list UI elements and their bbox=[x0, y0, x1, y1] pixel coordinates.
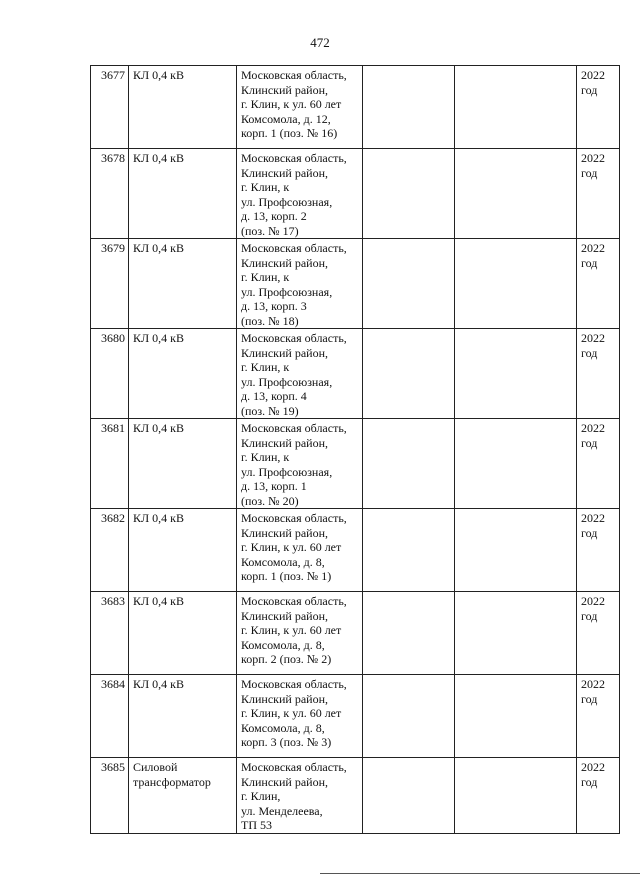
address-cell bbox=[237, 758, 363, 834]
address-line: Клинский район, bbox=[241, 774, 329, 789]
empty-cell bbox=[455, 675, 577, 758]
address-line: (поз. № 18) bbox=[241, 313, 299, 328]
empty-cell bbox=[363, 592, 455, 675]
object-name-line: КЛ 0,4 кВ bbox=[133, 241, 184, 255]
address-line: г. Клин, к bbox=[241, 270, 290, 284]
address-line: Московская область, bbox=[241, 68, 347, 82]
address-line: д. 13, корп. 4 bbox=[241, 389, 307, 403]
year-value: 2022 bbox=[581, 511, 605, 525]
address-line: г. Клин, к bbox=[241, 360, 290, 374]
address-line: Московская область, bbox=[241, 421, 347, 435]
address-line: д. 13, корп. 3 bbox=[241, 299, 307, 313]
address-line: ул. Профсоюзная, bbox=[241, 284, 333, 299]
page-bottom-rule bbox=[320, 873, 640, 874]
address-cell bbox=[237, 66, 363, 149]
row-number: 3685 bbox=[91, 758, 129, 834]
year-value: 2022 bbox=[581, 241, 605, 255]
address-line: Клинский район, bbox=[241, 691, 329, 706]
address-line: Клинский район, bbox=[241, 255, 329, 270]
address-line: Клинский район, bbox=[241, 525, 329, 540]
year-suffix: год bbox=[581, 255, 598, 270]
object-name-line: трансформатор bbox=[133, 774, 211, 789]
registry-table bbox=[90, 65, 620, 834]
object-name-cell bbox=[129, 419, 237, 509]
address-line: г. Клин, к ул. 60 лет bbox=[241, 706, 342, 720]
address-line: Клинский район, bbox=[241, 435, 329, 450]
empty-cell bbox=[455, 419, 577, 509]
address-line: Комсомола, д. 12, bbox=[241, 111, 331, 126]
year-suffix: год bbox=[581, 165, 598, 180]
row-number: 3680 bbox=[91, 329, 129, 419]
address-line: г. Клин, bbox=[241, 789, 281, 803]
year-cell bbox=[577, 329, 620, 419]
year-value: 2022 bbox=[581, 151, 605, 165]
address-line: ул. Профсоюзная, bbox=[241, 464, 333, 479]
address-line: (поз. № 20) bbox=[241, 493, 299, 508]
object-name-cell bbox=[129, 329, 237, 419]
year-suffix: год bbox=[581, 691, 598, 706]
year-suffix: год bbox=[581, 82, 598, 97]
object-name-cell bbox=[129, 66, 237, 149]
address-line: Московская область, bbox=[241, 241, 347, 255]
object-name-line: КЛ 0,4 кВ bbox=[133, 331, 184, 345]
address-line: корп. 1 (поз. № 16) bbox=[241, 126, 338, 140]
table-row bbox=[91, 509, 620, 592]
address-cell bbox=[237, 329, 363, 419]
address-line: г. Клин, к bbox=[241, 450, 290, 464]
empty-cell bbox=[363, 66, 455, 149]
year-value: 2022 bbox=[581, 594, 605, 608]
table-row bbox=[91, 329, 620, 419]
address-line: г. Клин, к ул. 60 лет bbox=[241, 623, 342, 637]
address-line: д. 13, корп. 1 bbox=[241, 479, 307, 493]
empty-cell bbox=[455, 329, 577, 419]
address-cell bbox=[237, 675, 363, 758]
address-line: Клинский район, bbox=[241, 165, 329, 180]
address-line: Комсомола, д. 8, bbox=[241, 720, 325, 735]
address-line: д. 13, корп. 2 bbox=[241, 209, 307, 223]
address-line: Московская область, bbox=[241, 511, 347, 525]
year-suffix: год bbox=[581, 525, 598, 540]
page-number: 472 bbox=[310, 35, 330, 50]
row-number: 3682 bbox=[91, 509, 129, 592]
address-line: г. Клин, к ул. 60 лет bbox=[241, 540, 342, 554]
table-row bbox=[91, 758, 620, 834]
empty-cell bbox=[363, 419, 455, 509]
address-line: г. Клин, к ул. 60 лет bbox=[241, 97, 342, 111]
empty-cell bbox=[363, 509, 455, 592]
address-line: Московская область, bbox=[241, 594, 347, 608]
object-name-cell bbox=[129, 675, 237, 758]
address-cell bbox=[237, 239, 363, 329]
object-name-line: Силовой bbox=[133, 760, 178, 774]
year-cell bbox=[577, 758, 620, 834]
object-name-cell bbox=[129, 758, 237, 834]
row-number: 3681 bbox=[91, 419, 129, 509]
address-cell bbox=[237, 419, 363, 509]
row-number: 3684 bbox=[91, 675, 129, 758]
address-line: корп. 3 (поз. № 3) bbox=[241, 735, 332, 749]
address-cell bbox=[237, 509, 363, 592]
year-cell bbox=[577, 149, 620, 239]
year-suffix: год bbox=[581, 435, 598, 450]
address-line: Клинский район, bbox=[241, 345, 329, 360]
empty-cell bbox=[363, 329, 455, 419]
year-suffix: год bbox=[581, 608, 598, 623]
table-row bbox=[91, 675, 620, 758]
object-name-cell bbox=[129, 239, 237, 329]
address-line: корп. 2 (поз. № 2) bbox=[241, 652, 332, 666]
row-number: 3679 bbox=[91, 239, 129, 329]
year-value: 2022 bbox=[581, 421, 605, 435]
year-cell bbox=[577, 592, 620, 675]
address-line: Комсомола, д. 8, bbox=[241, 637, 325, 652]
table-row bbox=[91, 149, 620, 239]
year-cell bbox=[577, 66, 620, 149]
empty-cell bbox=[363, 758, 455, 834]
year-cell bbox=[577, 239, 620, 329]
empty-cell bbox=[363, 149, 455, 239]
address-line: Московская область, bbox=[241, 677, 347, 691]
year-cell bbox=[577, 509, 620, 592]
empty-cell bbox=[455, 592, 577, 675]
object-name-line: КЛ 0,4 кВ bbox=[133, 511, 184, 525]
table-row bbox=[91, 239, 620, 329]
object-name-line: КЛ 0,4 кВ bbox=[133, 151, 184, 165]
empty-cell bbox=[455, 509, 577, 592]
address-line: Московская область, bbox=[241, 151, 347, 165]
address-line: Московская область, bbox=[241, 331, 347, 345]
object-name-line: КЛ 0,4 кВ bbox=[133, 594, 184, 608]
address-line: ТП 53 bbox=[241, 818, 272, 832]
address-line: корп. 1 (поз. № 1) bbox=[241, 569, 332, 583]
table-row bbox=[91, 592, 620, 675]
address-line: г. Клин, к bbox=[241, 180, 290, 194]
address-line: Московская область, bbox=[241, 760, 347, 774]
row-number: 3678 bbox=[91, 149, 129, 239]
year-value: 2022 bbox=[581, 677, 605, 691]
row-number: 3677 bbox=[91, 66, 129, 149]
address-line: Комсомола, д. 8, bbox=[241, 554, 325, 569]
table-row bbox=[91, 419, 620, 509]
empty-cell bbox=[363, 239, 455, 329]
address-cell bbox=[237, 592, 363, 675]
address-line: (поз. № 19) bbox=[241, 403, 299, 418]
year-cell bbox=[577, 419, 620, 509]
address-line: ул. Профсоюзная, bbox=[241, 194, 333, 209]
empty-cell bbox=[455, 149, 577, 239]
address-line: (поз. № 17) bbox=[241, 223, 299, 238]
address-line: Клинский район, bbox=[241, 82, 329, 97]
object-name-cell bbox=[129, 149, 237, 239]
object-name-line: КЛ 0,4 кВ bbox=[133, 68, 184, 82]
object-name-line: КЛ 0,4 кВ bbox=[133, 677, 184, 691]
year-suffix: год bbox=[581, 345, 598, 360]
year-cell bbox=[577, 675, 620, 758]
year-suffix: год bbox=[581, 774, 598, 789]
table-row bbox=[91, 66, 620, 149]
address-cell bbox=[237, 149, 363, 239]
empty-cell bbox=[455, 66, 577, 149]
object-name-line: КЛ 0,4 кВ bbox=[133, 421, 184, 435]
object-name-cell bbox=[129, 509, 237, 592]
empty-cell bbox=[363, 675, 455, 758]
year-value: 2022 bbox=[581, 331, 605, 345]
year-value: 2022 bbox=[581, 68, 605, 82]
row-number: 3683 bbox=[91, 592, 129, 675]
address-line: ул. Профсоюзная, bbox=[241, 374, 333, 389]
year-value: 2022 bbox=[581, 760, 605, 774]
address-line: Клинский район, bbox=[241, 608, 329, 623]
empty-cell bbox=[455, 239, 577, 329]
object-name-cell bbox=[129, 592, 237, 675]
empty-cell bbox=[455, 758, 577, 834]
address-line: ул. Менделеева, bbox=[241, 803, 323, 818]
